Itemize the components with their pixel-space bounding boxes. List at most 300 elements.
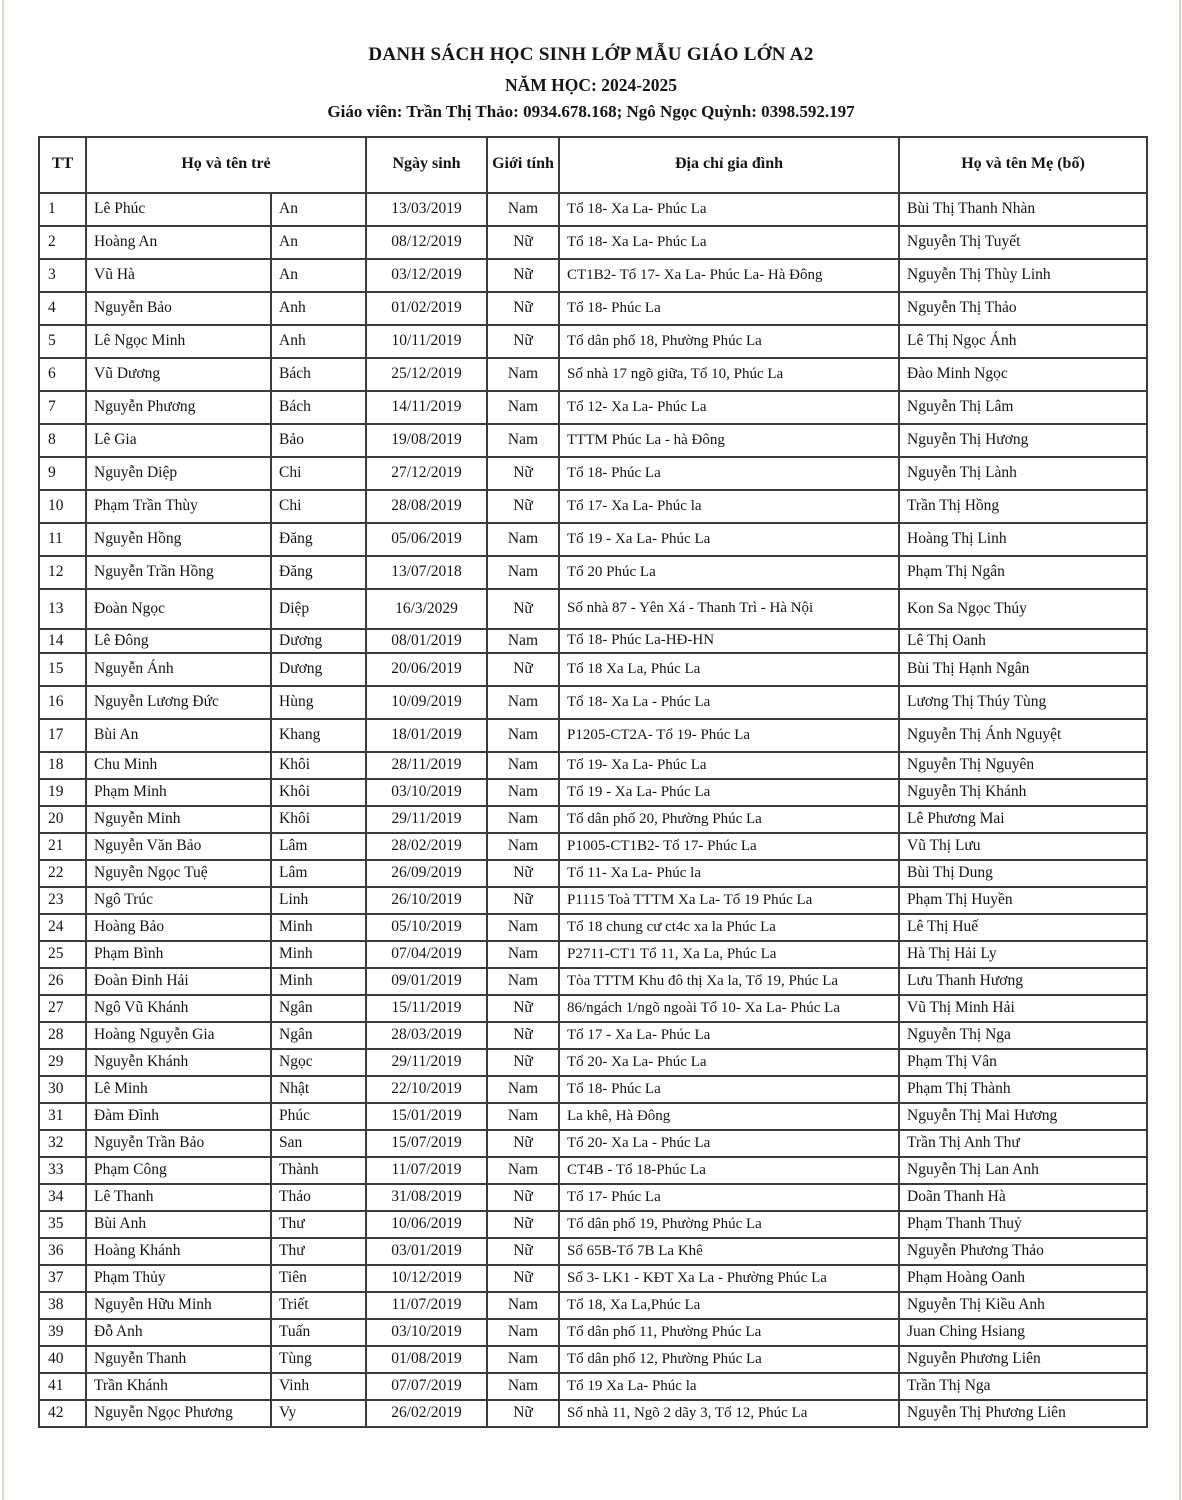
table-row [39,860,1147,887]
table-row [39,752,1147,779]
student-gender: Nữ [487,259,559,292]
student-family-name: Đoàn Ngọc [86,589,271,629]
table-row [39,686,1147,719]
student-dob: 20/06/2019 [366,653,487,686]
student-gender: Nữ [487,1211,559,1238]
parent-name: Doãn Thanh Hà [899,1184,1147,1211]
student-family-name: Nguyễn Lương Đức [86,686,271,719]
student-gender: Nam [487,1157,559,1184]
student-given-name: An [271,193,366,226]
table-row [39,292,1147,325]
family-address: Số nhà 17 ngõ giữa, Tổ 10, Phúc La [559,358,899,391]
student-gender: Nữ [487,325,559,358]
student-family-name: Phạm Thủy [86,1265,271,1292]
student-gender: Nam [487,779,559,806]
row-number: 9 [39,457,86,490]
family-address: P2711-CT1 Tổ 11, Xa La, Phúc La [559,941,899,968]
row-number: 22 [39,860,86,887]
table-row [39,1238,1147,1265]
student-roster-table [38,136,1148,1428]
parent-name: Nguyễn Thị Nguyên [899,752,1147,779]
row-number: 26 [39,968,86,995]
table-header-row [39,137,1147,193]
student-family-name: Lê Thanh [86,1184,271,1211]
parent-name: Hoàng Thị Linh [899,523,1147,556]
student-dob: 03/10/2019 [366,1319,487,1346]
family-address: Tổ dân phố 19, Phường Phúc La [559,1211,899,1238]
student-gender: Nữ [487,887,559,914]
row-number: 27 [39,995,86,1022]
parent-name: Trần Thị Nga [899,1373,1147,1400]
table-row [39,995,1147,1022]
row-number: 40 [39,1346,86,1373]
student-dob: 08/12/2019 [366,226,487,259]
table-row [39,424,1147,457]
row-number: 17 [39,719,86,752]
row-number: 3 [39,259,86,292]
table-row [39,887,1147,914]
student-gender: Nam [487,833,559,860]
family-address: Tổ 20- Xa La- Phúc La [559,1049,899,1076]
table-row [39,1157,1147,1184]
student-dob: 16/3/2029 [366,589,487,629]
row-number: 32 [39,1130,86,1157]
parent-name: Juan Ching Hsiang [899,1319,1147,1346]
family-address: P1205-CT2A- Tổ 19- Phúc La [559,719,899,752]
table-row [39,1319,1147,1346]
row-number: 39 [39,1319,86,1346]
student-dob: 15/07/2019 [366,1130,487,1157]
student-family-name: Nguyễn Diệp [86,457,271,490]
row-number: 13 [39,589,86,629]
parent-name: Nguyễn Thị Hương [899,424,1147,457]
table-row [39,589,1147,629]
row-number: 33 [39,1157,86,1184]
family-address: Tòa TTTM Khu đô thị Xa la, Tổ 19, Phúc La [559,968,899,995]
row-number: 5 [39,325,86,358]
row-number: 29 [39,1049,86,1076]
student-given-name: San [271,1130,366,1157]
student-family-name: Hoàng Nguyễn Gia [86,1022,271,1049]
student-given-name: Phúc [271,1103,366,1130]
family-address: CT4B - Tổ 18-Phúc La [559,1157,899,1184]
family-address: Tổ 17- Phúc La [559,1184,899,1211]
parent-name: Nguyễn Thị Phương Liên [899,1400,1147,1427]
student-dob: 18/01/2019 [366,719,487,752]
student-gender: Nữ [487,1130,559,1157]
student-dob: 19/08/2019 [366,424,487,457]
parent-name: Trần Thị Anh Thư [899,1130,1147,1157]
table-row [39,914,1147,941]
parent-name: Nguyễn Thị Lan Anh [899,1157,1147,1184]
student-family-name: Vũ Dương [86,358,271,391]
row-number: 8 [39,424,86,457]
student-given-name: Thảo [271,1184,366,1211]
family-address: Số nhà 87 - Yên Xá - Thanh Trì - Hà Nội [559,589,899,629]
student-family-name: Trần Khánh [86,1373,271,1400]
student-gender: Nữ [487,1238,559,1265]
family-address: Tổ 18 chung cư ct4c xa la Phúc La [559,914,899,941]
family-address: Tổ 18- Xa La- Phúc La [559,226,899,259]
student-family-name: Đàm Đình [86,1103,271,1130]
table-row [39,719,1147,752]
student-given-name: Dương [271,653,366,686]
parent-name: Trần Thị Hồng [899,490,1147,523]
student-given-name: Đăng [271,556,366,589]
student-given-name: An [271,226,366,259]
parent-name: Nguyễn Thị Khánh [899,779,1147,806]
parent-name: Lưu Thanh Hương [899,968,1147,995]
student-dob: 07/07/2019 [366,1373,487,1400]
family-address: P1005-CT1B2- Tổ 17- Phúc La [559,833,899,860]
student-gender: Nữ [487,1022,559,1049]
family-address: Tổ 18- Xa La - Phúc La [559,686,899,719]
parent-name: Vũ Thị Lưu [899,833,1147,860]
student-family-name: Lê Minh [86,1076,271,1103]
table-row [39,629,1147,653]
family-address: Tổ 19 - Xa La- Phúc La [559,779,899,806]
row-number: 35 [39,1211,86,1238]
family-address: Tổ 20 Phúc La [559,556,899,589]
family-address: Tổ 19- Xa La- Phúc La [559,752,899,779]
student-family-name: Ngô Trúc [86,887,271,914]
student-gender: Nam [487,914,559,941]
student-given-name: Tùng [271,1346,366,1373]
student-family-name: Nguyễn Trần Hồng [86,556,271,589]
parent-name: Nguyễn Thị Thùy Linh [899,259,1147,292]
student-gender: Nam [487,1103,559,1130]
student-given-name: Lâm [271,833,366,860]
family-address: P1115 Toà TTTM Xa La- Tổ 19 Phúc La [559,887,899,914]
row-number: 23 [39,887,86,914]
student-dob: 28/03/2019 [366,1022,487,1049]
student-given-name: Minh [271,941,366,968]
student-gender: Nữ [487,589,559,629]
table-row [39,490,1147,523]
student-gender: Nam [487,629,559,653]
student-gender: Nam [487,358,559,391]
table-row [39,457,1147,490]
student-given-name: Khôi [271,806,366,833]
parent-name: Vũ Thị Minh Hải [899,995,1147,1022]
student-dob: 05/10/2019 [366,914,487,941]
student-family-name: Hoàng Khánh [86,1238,271,1265]
parent-name: Lương Thị Thúy Tùng [899,686,1147,719]
parent-name: Bùi Thị Hạnh Ngân [899,653,1147,686]
school-year: NĂM HỌC: 2024-2025 [504,74,678,95]
table-row [39,779,1147,806]
table-row [39,806,1147,833]
row-number: 1 [39,193,86,226]
table-row [39,833,1147,860]
student-family-name: Vũ Hà [86,259,271,292]
table-row [39,1373,1147,1400]
family-address: TTTM Phúc La - hà Đông [559,424,899,457]
table-row [39,1211,1147,1238]
student-gender: Nữ [487,457,559,490]
student-dob: 14/11/2019 [366,391,487,424]
table-body [39,193,1147,1427]
student-dob: 22/10/2019 [366,1076,487,1103]
student-dob: 29/11/2019 [366,1049,487,1076]
table-row [39,968,1147,995]
student-gender: Nam [487,1346,559,1373]
student-family-name: Nguyễn Ngọc Tuệ [86,860,271,887]
student-given-name: Khôi [271,779,366,806]
student-family-name: Lê Ngọc Minh [86,325,271,358]
student-dob: 05/06/2019 [366,523,487,556]
family-address: Số nhà 11, Ngõ 2 dãy 3, Tổ 12, Phúc La [559,1400,899,1427]
student-given-name: Vy [271,1400,366,1427]
student-dob: 10/11/2019 [366,325,487,358]
family-address: Tổ 19 - Xa La- Phúc La [559,523,899,556]
student-gender: Nữ [487,653,559,686]
student-given-name: Chi [271,457,366,490]
table-row [39,941,1147,968]
student-given-name: Dương [271,629,366,653]
parent-name: Nguyễn Thị Mai Hương [899,1103,1147,1130]
student-dob: 13/07/2018 [366,556,487,589]
student-dob: 27/12/2019 [366,457,487,490]
student-dob: 25/12/2019 [366,358,487,391]
row-number: 11 [39,523,86,556]
table-row [39,1184,1147,1211]
student-gender: Nam [487,1292,559,1319]
parent-name: Phạm Thị Vân [899,1049,1147,1076]
student-gender: Nam [487,941,559,968]
student-gender: Nữ [487,1265,559,1292]
student-dob: 26/10/2019 [366,887,487,914]
student-given-name: Khang [271,719,366,752]
student-family-name: Bùi An [86,719,271,752]
student-family-name: Lê Phúc [86,193,271,226]
student-gender: Nam [487,752,559,779]
student-given-name: Bách [271,391,366,424]
parent-name: Lê Thị Ngọc Ánh [899,325,1147,358]
student-gender: Nam [487,523,559,556]
row-number: 21 [39,833,86,860]
student-given-name: Triết [271,1292,366,1319]
table-row [39,1103,1147,1130]
row-number: 12 [39,556,86,589]
student-family-name: Nguyễn Phương [86,391,271,424]
family-address: Tổ 18- Phúc La [559,292,899,325]
family-address: 86/ngách 1/ngõ ngoài Tổ 10- Xa La- Phúc La [559,995,899,1022]
student-gender: Nam [487,391,559,424]
student-given-name: Bách [271,358,366,391]
header-child-name: Họ và tên trẻ [86,137,366,193]
table-row [39,1292,1147,1319]
student-dob: 29/11/2019 [366,806,487,833]
table-row [39,325,1147,358]
family-address: Số 3- LK1 - KĐT Xa La - Phường Phúc La [559,1265,899,1292]
student-gender: Nam [487,556,559,589]
family-address: Tổ dân phố 11, Phường Phúc La [559,1319,899,1346]
student-dob: 03/01/2019 [366,1238,487,1265]
row-number: 41 [39,1373,86,1400]
student-given-name: Nhật [271,1076,366,1103]
row-number: 28 [39,1022,86,1049]
table-row [39,523,1147,556]
student-gender: Nam [487,806,559,833]
row-number: 30 [39,1076,86,1103]
student-dob: 15/11/2019 [366,995,487,1022]
family-address: Số 65B-Tổ 7B La Khê [559,1238,899,1265]
student-given-name: Ngân [271,995,366,1022]
student-gender: Nữ [487,1049,559,1076]
student-gender: Nữ [487,292,559,325]
student-family-name: Nguyễn Bảo [86,292,271,325]
table-row [39,1130,1147,1157]
header-dob: Ngày sinh [366,137,487,193]
student-dob: 28/11/2019 [366,752,487,779]
table-row [39,653,1147,686]
row-number: 18 [39,752,86,779]
student-family-name: Nguyễn Hồng [86,523,271,556]
student-given-name: Minh [271,914,366,941]
student-gender: Nam [487,193,559,226]
parent-name: Kon Sa Ngọc Thúy [899,589,1147,629]
student-gender: Nam [487,719,559,752]
parent-name: Nguyễn Thị Thảo [899,292,1147,325]
header-address: Địa chỉ gia đình [559,137,899,193]
student-given-name: Khôi [271,752,366,779]
student-dob: 09/01/2019 [366,968,487,995]
student-gender: Nữ [487,1184,559,1211]
family-address: Tổ 12- Xa La- Phúc La [559,391,899,424]
student-family-name: Lê Đông [86,629,271,653]
parent-name: Phạm Thị Huyền [899,887,1147,914]
student-gender: Nam [487,1319,559,1346]
table-row [39,259,1147,292]
student-gender: Nữ [487,1400,559,1427]
row-number: 10 [39,490,86,523]
parent-name: Nguyễn Thị Tuyết [899,226,1147,259]
student-family-name: Nguyễn Ngọc Phương [86,1400,271,1427]
row-number: 42 [39,1400,86,1427]
student-family-name: Đỗ Anh [86,1319,271,1346]
student-dob: 28/02/2019 [366,833,487,860]
parent-name: Lê Thị Huế [899,914,1147,941]
parent-name: Đào Minh Ngọc [899,358,1147,391]
row-number: 25 [39,941,86,968]
student-family-name: Hoàng Bảo [86,914,271,941]
family-address: Tổ 18- Phúc La [559,457,899,490]
student-given-name: Linh [271,887,366,914]
student-family-name: Đoàn Đinh Hải [86,968,271,995]
student-family-name: Phạm Bình [86,941,271,968]
student-family-name: Hoàng An [86,226,271,259]
row-number: 19 [39,779,86,806]
student-family-name: Phạm Công [86,1157,271,1184]
parent-name: Nguyễn Thị Ánh Nguyệt [899,719,1147,752]
student-given-name: Thư [271,1211,366,1238]
row-number: 38 [39,1292,86,1319]
student-dob: 13/03/2019 [366,193,487,226]
student-family-name: Chu Minh [86,752,271,779]
student-gender: Nam [487,1373,559,1400]
student-dob: 10/12/2019 [366,1265,487,1292]
student-given-name: Ngọc [271,1049,366,1076]
student-family-name: Nguyễn Minh [86,806,271,833]
row-number: 34 [39,1184,86,1211]
student-family-name: Nguyễn Văn Bảo [86,833,271,860]
student-family-name: Phạm Minh [86,779,271,806]
parent-name: Phạm Thị Thành [899,1076,1147,1103]
student-dob: 03/12/2019 [366,259,487,292]
student-given-name: Đăng [271,523,366,556]
family-address: La khê, Hà Đông [559,1103,899,1130]
student-dob: 31/08/2019 [366,1184,487,1211]
row-number: 31 [39,1103,86,1130]
table-row [39,1346,1147,1373]
family-address: Tổ dân phố 18, Phường Phúc La [559,325,899,358]
student-family-name: Nguyễn Trần Bảo [86,1130,271,1157]
student-given-name: Chi [271,490,366,523]
student-dob: 11/07/2019 [366,1292,487,1319]
student-gender: Nữ [487,995,559,1022]
family-address: Tổ 18 Xa La, Phúc La [559,653,899,686]
student-family-name: Nguyễn Thanh [86,1346,271,1373]
student-dob: 15/01/2019 [366,1103,487,1130]
student-dob: 08/01/2019 [366,629,487,653]
parent-name: Nguyễn Thị Lành [899,457,1147,490]
row-number: 2 [39,226,86,259]
student-given-name: Minh [271,968,366,995]
parent-name: Phạm Hoàng Oanh [899,1265,1147,1292]
student-gender: Nam [487,424,559,457]
row-number: 37 [39,1265,86,1292]
header-parent: Họ và tên Mẹ (bố) [899,137,1147,193]
student-family-name: Nguyễn Khánh [86,1049,271,1076]
student-family-name: Phạm Trần Thùy [86,490,271,523]
student-family-name: Nguyễn Hữu Minh [86,1292,271,1319]
parent-name: Nguyễn Phương Liên [899,1346,1147,1373]
table-row [39,193,1147,226]
student-given-name: Vinh [271,1373,366,1400]
family-address: Tổ 18- Phúc La-HĐ-HN [559,629,899,653]
parent-name: Nguyễn Thị Nga [899,1022,1147,1049]
row-number: 15 [39,653,86,686]
parent-name: Bùi Thị Dung [899,860,1147,887]
student-given-name: An [271,259,366,292]
student-family-name: Bùi Anh [86,1211,271,1238]
student-given-name: Ngân [271,1022,366,1049]
student-gender: Nữ [487,860,559,887]
row-number: 16 [39,686,86,719]
student-dob: 01/08/2019 [366,1346,487,1373]
student-given-name: Thành [271,1157,366,1184]
family-address: Tổ 17 - Xa La- Phúc La [559,1022,899,1049]
student-family-name: Lê Gia [86,424,271,457]
family-address: Tổ 20- Xa La - Phúc La [559,1130,899,1157]
student-gender: Nữ [487,490,559,523]
row-number: 24 [39,914,86,941]
family-address: Tổ 11- Xa La- Phúc la [559,860,899,887]
family-address: Tổ 18, Xa La,Phúc La [559,1292,899,1319]
header-gender: Giới tính [487,137,559,193]
family-address: Tổ dân phố 12, Phường Phúc La [559,1346,899,1373]
table-row [39,226,1147,259]
row-number: 7 [39,391,86,424]
family-address: Tổ 17- Xa La- Phúc la [559,490,899,523]
student-dob: 10/09/2019 [366,686,487,719]
family-address: Tổ dân phố 20, Phường Phúc La [559,806,899,833]
student-gender: Nam [487,686,559,719]
parent-name: Nguyễn Thị Kiều Anh [899,1292,1147,1319]
table-row [39,1400,1147,1427]
student-given-name: Bảo [271,424,366,457]
